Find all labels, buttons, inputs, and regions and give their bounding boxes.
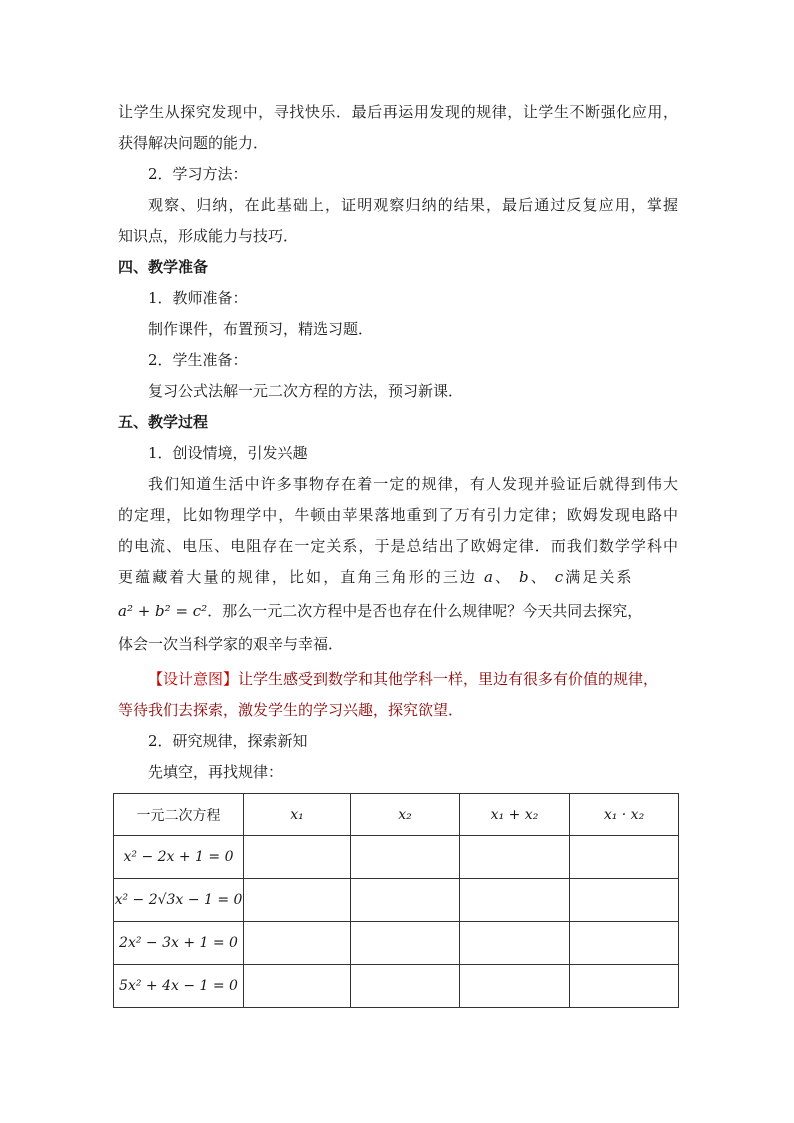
text-segment: 更蕴藏着大量的规律，比如，直角三角形的三边 [118,568,478,586]
blank-cell[interactable] [351,879,460,922]
section-heading-process: 五、教学过程 [118,413,209,431]
paragraph-student-prep: 复习公式法解一元二次方程的方法，预习新课． [148,382,464,400]
paragraph-intro-6: 体会一次当科学家的艰辛与幸福． [118,635,344,653]
blank-cell[interactable] [570,922,679,965]
design-intent-text: 让学生感受到数学和其他学科一样，里边有很多有价值的规律， [238,670,659,688]
paragraph-continuation: 让学生从探究发现中，寻找快乐．最后再运用发现的规律，让学生不断强化应用， [118,103,678,121]
paragraph-continuation-end: 获得解决问题的能力． [118,134,269,152]
item-research-rules: 2．研究规律，探索新知 [148,732,308,750]
blank-cell[interactable] [244,836,351,879]
header-x2: x₂ [351,794,460,836]
equation-cell: 5x² + 4x − 1 = 0 [114,965,244,1008]
equation-cell: 2x² − 3x + 1 = 0 [114,922,244,965]
paragraph-intro-1: 我们知道生活中许多事物存在着一定的规律，有人发现并验证后就得到伟大 [148,475,678,493]
header-sum: x₁ + x₂ [460,794,570,836]
blank-cell[interactable] [351,922,460,965]
paragraph-teacher-prep: 制作课件，布置预习，精选习题． [148,320,374,338]
table-row [114,879,679,922]
item-create-situation: 1．创设情境，引发兴趣 [148,444,308,462]
instruction-fill-blank: 先填空，再找规律： [148,763,284,781]
paragraph-intro-5 [118,593,678,629]
blank-cell[interactable] [351,965,460,1008]
paragraph-intro-3: 的电流、电压、电阻存在一定关系，于是总结出了欧姆定律．而我们数学学科中 [118,537,678,555]
blank-cell[interactable] [460,922,570,965]
table-row [114,922,679,965]
blank-cell[interactable] [460,965,570,1008]
header-x1: x₁ [244,794,351,836]
paragraph-intro-4 [118,562,678,593]
equation-roots-table [113,793,679,1008]
math-var-a: a [483,568,496,586]
equation-cell: x² − 2x + 1 = 0 [114,836,244,879]
item-teacher-prep: 1．教师准备： [148,289,248,307]
blank-cell[interactable] [351,836,460,879]
design-intent-label: 【设计意图】 [148,670,239,688]
item-student-prep: 2．学生准备： [148,351,248,369]
table-header-row [114,794,679,836]
table-row [114,836,679,879]
blank-cell[interactable] [570,836,679,879]
table-row [114,965,679,1008]
paragraph-method: 观察、归纳，在此基础上，证明观察归纳的结果，最后通过反复应用，掌握 [148,196,678,214]
blank-cell[interactable] [244,965,351,1008]
blank-cell[interactable] [460,879,570,922]
text-segment: ．那么一元二次方程中是否也存在什么规律呢？今天共同去探究， [207,602,643,620]
blank-cell[interactable] [244,879,351,922]
header-equation: 一元二次方程 [114,794,244,836]
separator: 、 [530,568,548,586]
header-product: x₁ · x₂ [570,794,679,836]
blank-cell[interactable] [244,922,351,965]
text-segment: 满足关系 [565,568,634,586]
equation-cell: x² − 2√3x − 1 = 0 [114,879,244,922]
paragraph-intro-2: 的定理，比如物理学中，牛顿由苹果落地重到了万有引力定律；欧姆发现电路中 [118,506,678,524]
paragraph-method-end: 知识点，形成能力与技巧． [118,227,299,245]
separator: 、 [495,568,513,586]
math-var-c: c [554,568,566,586]
blank-cell[interactable] [570,879,679,922]
document-page [118,97,678,788]
math-var-b: b [519,568,531,586]
blank-cell[interactable] [570,965,679,1008]
item-learning-method: 2．学习方法： [148,165,248,183]
pythagorean-formula: a² + b² = c² [118,602,208,620]
paragraph-design-intent [118,664,678,695]
paragraph-design-intent-end: 等待我们去探索，激发学生的学习兴趣，探究欲望． [118,701,464,719]
blank-cell[interactable] [460,836,570,879]
section-heading-preparation: 四、教学准备 [118,258,209,276]
